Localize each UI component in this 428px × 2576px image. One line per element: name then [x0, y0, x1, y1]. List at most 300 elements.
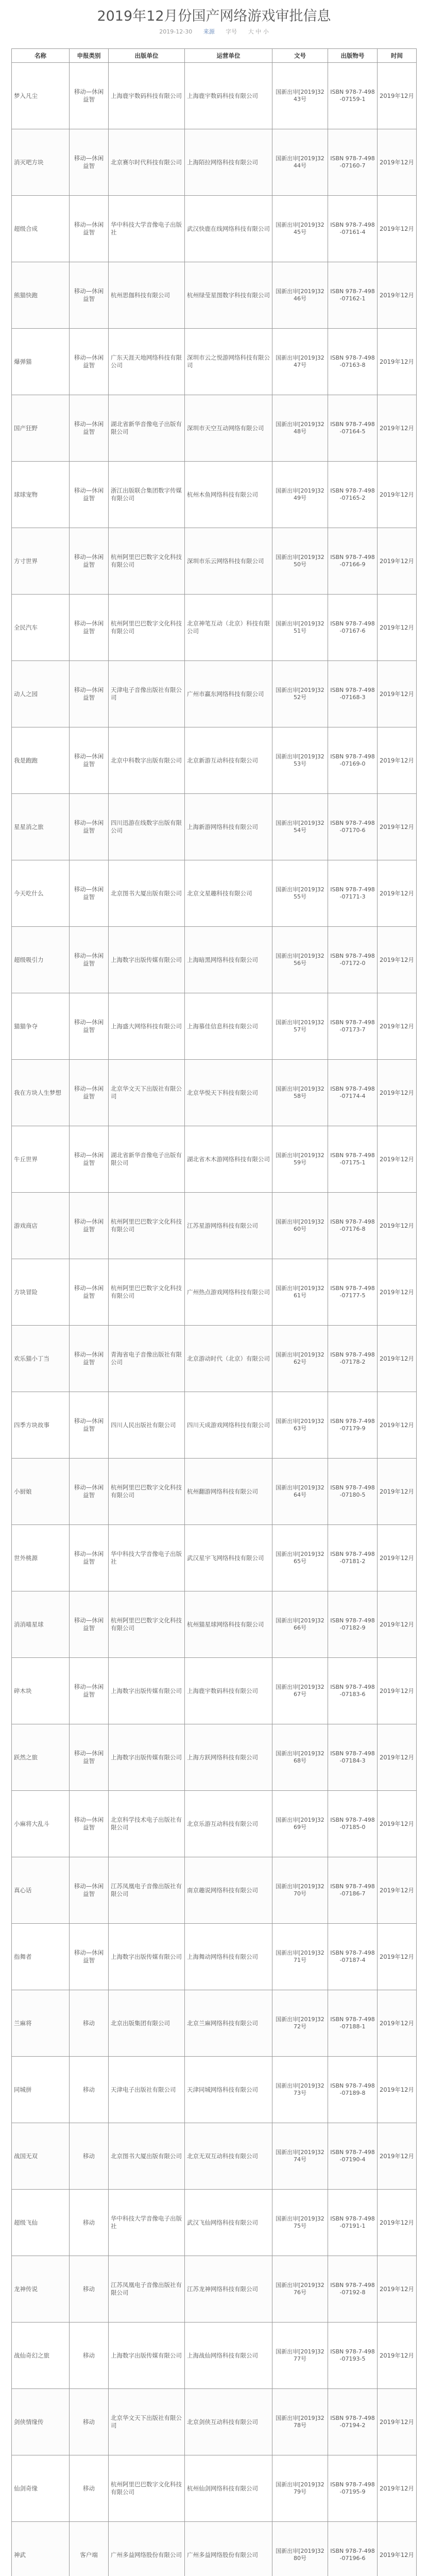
cell-isbn: ISBN 978-7-498-07193-5	[328, 2323, 378, 2389]
cell-game-name: 欢乐猫小丁当	[12, 1326, 70, 1392]
cell-approval-time: 2019年12月	[378, 1591, 417, 1658]
cell-isbn: ISBN 978-7-498-07178-2	[328, 1326, 378, 1392]
column-header-category: 申报类别	[70, 49, 109, 63]
cell-approval-time: 2019年12月	[378, 196, 417, 262]
cell-operator: 深圳市云之悦游网络科技有限公司	[185, 329, 272, 395]
cell-game-name: 真心话	[12, 1857, 70, 1924]
cell-game-name: 跃然之旅	[12, 1724, 70, 1791]
cell-doc-number: 国新出审[2019]3247号	[272, 329, 328, 395]
cell-isbn: ISBN 978-7-498-07168-3	[328, 661, 378, 727]
cell-category: 移动—休闲益智	[70, 860, 109, 927]
cell-doc-number: 国新出审[2019]3256号	[272, 927, 328, 993]
cell-game-name: 超级飞仙	[12, 2190, 70, 2256]
cell-doc-number: 国新出审[2019]3245号	[272, 196, 328, 262]
cell-operator: 江苏龙神网络科技有限公司	[185, 2256, 272, 2323]
cell-category: 移动—休闲益智	[70, 661, 109, 727]
table-row	[12, 2389, 417, 2455]
cell-isbn: ISBN 978-7-498-07196-6	[328, 2522, 378, 2576]
cell-game-name: 熊猫快跑	[12, 262, 70, 329]
cell-doc-number: 国新出审[2019]3274号	[272, 2123, 328, 2190]
cell-game-name: 龙神传说	[12, 2256, 70, 2323]
cell-isbn: ISBN 978-7-498-07180-5	[328, 1459, 378, 1525]
table-row	[12, 2123, 417, 2190]
cell-approval-time: 2019年12月	[378, 2256, 417, 2323]
table-row	[12, 595, 417, 661]
table-row	[12, 1990, 417, 2057]
table-row	[12, 794, 417, 860]
cell-publisher: 浙江出版联合集团数字传媒有限公司	[109, 462, 185, 528]
table-header	[12, 49, 417, 63]
cell-approval-time: 2019年12月	[378, 1060, 417, 1126]
cell-game-name: 动人之园	[12, 661, 70, 727]
table-row	[12, 860, 417, 927]
cell-operator: 深圳市乐云网络科技有限公司	[185, 528, 272, 595]
cell-operator: 杭州仙剑网络科技有限公司	[185, 2455, 272, 2522]
cell-game-name: 消灭吧方块	[12, 129, 70, 196]
cell-approval-time: 2019年12月	[378, 1658, 417, 1724]
cell-isbn: ISBN 978-7-498-07175-1	[328, 1126, 378, 1193]
column-header-publisher: 出版单位	[109, 49, 185, 63]
cell-operator: 四川天成游戏网络科技有限公司	[185, 1392, 272, 1459]
cell-approval-time: 2019年12月	[378, 462, 417, 528]
cell-game-name: 猫猫争夺	[12, 993, 70, 1060]
table-row	[12, 661, 417, 727]
cell-game-name: 方寸世界	[12, 528, 70, 595]
cell-doc-number: 国新出审[2019]3248号	[272, 395, 328, 462]
cell-publisher: 上海鹿宇数码科技有限公司	[109, 63, 185, 129]
cell-publisher: 北京赛尔时代科技有限公司	[109, 129, 185, 196]
cell-doc-number: 国新出审[2019]3254号	[272, 794, 328, 860]
table-row	[12, 2057, 417, 2123]
cell-category: 移动	[70, 2256, 109, 2323]
cell-publisher: 杭州阿里巴巴数字文化科技有限公司	[109, 595, 185, 661]
table-row	[12, 993, 417, 1060]
table-row	[12, 1326, 417, 1392]
cell-game-name: 仙剑奇缘	[12, 2455, 70, 2522]
cell-approval-time: 2019年12月	[378, 1990, 417, 2057]
cell-doc-number: 国新出审[2019]3271号	[272, 1924, 328, 1990]
cell-category: 移动—休闲益智	[70, 727, 109, 794]
cell-doc-number: 国新出审[2019]3265号	[272, 1525, 328, 1591]
cell-publisher: 江苏凤凰电子音像出版社有限公司	[109, 1857, 185, 1924]
cell-publisher: 上海数字出版传媒有限公司	[109, 1924, 185, 1990]
cell-operator: 上海战仙网络科技有限公司	[185, 2323, 272, 2389]
cell-category: 移动—休闲益智	[70, 927, 109, 993]
cell-publisher: 北京出版集团有限公司	[109, 1990, 185, 2057]
cell-approval-time: 2019年12月	[378, 1326, 417, 1392]
cell-isbn: ISBN 978-7-498-07161-4	[328, 196, 378, 262]
cell-isbn: ISBN 978-7-498-07166-9	[328, 528, 378, 595]
cell-approval-time: 2019年12月	[378, 993, 417, 1060]
cell-category: 移动	[70, 2123, 109, 2190]
table-row	[12, 196, 417, 262]
cell-approval-time: 2019年12月	[378, 2522, 417, 2576]
cell-game-name: 超级合成	[12, 196, 70, 262]
cell-category: 移动—休闲益智	[70, 595, 109, 661]
cell-category: 移动—休闲益智	[70, 462, 109, 528]
cell-approval-time: 2019年12月	[378, 2123, 417, 2190]
cell-isbn: ISBN 978-7-498-07171-3	[328, 860, 378, 927]
cell-game-name: 剑侠情缘传	[12, 2389, 70, 2455]
source-label: 来源	[203, 28, 215, 35]
cell-approval-time: 2019年12月	[378, 1193, 417, 1259]
cell-approval-time: 2019年12月	[378, 1924, 417, 1990]
cell-isbn: ISBN 978-7-498-07163-8	[328, 329, 378, 395]
cell-game-name: 我在方块人生梦想	[12, 1060, 70, 1126]
cell-operator: 湖北省木木游网络科技有限公司	[185, 1126, 272, 1193]
cell-isbn: ISBN 978-7-498-07185-0	[328, 1791, 378, 1857]
table-row	[12, 528, 417, 595]
cell-isbn: ISBN 978-7-498-07162-1	[328, 262, 378, 329]
cell-category: 移动	[70, 1990, 109, 2057]
cell-operator: 北京华悦天下科技有限公司	[185, 1060, 272, 1126]
cell-isbn: ISBN 978-7-498-07165-2	[328, 462, 378, 528]
cell-operator: 上海舞动网络科技有限公司	[185, 1924, 272, 1990]
cell-publisher: 北京华文天下出版社有限公司	[109, 1060, 185, 1126]
cell-category: 移动	[70, 2389, 109, 2455]
column-header-operator: 运营单位	[185, 49, 272, 63]
cell-category: 移动	[70, 2057, 109, 2123]
cell-doc-number: 国新出审[2019]3266号	[272, 1591, 328, 1658]
table-row	[12, 2455, 417, 2522]
cell-publisher: 广州多益网络股份有限公司	[109, 2522, 185, 2576]
cell-isbn: ISBN 978-7-498-07191-1	[328, 2190, 378, 2256]
cell-publisher: 青海省电子音像出版社有限公司	[109, 1326, 185, 1392]
cell-game-name: 星星消之旅	[12, 794, 70, 860]
cell-approval-time: 2019年12月	[378, 661, 417, 727]
cell-approval-time: 2019年12月	[378, 1126, 417, 1193]
cell-publisher: 四川人民出版社有限公司	[109, 1392, 185, 1459]
cell-category: 移动—休闲益智	[70, 794, 109, 860]
cell-category: 移动	[70, 2323, 109, 2389]
font-size-options[interactable]: 大 中 小	[248, 28, 269, 35]
cell-isbn: ISBN 978-7-498-07167-6	[328, 595, 378, 661]
table-row	[12, 1791, 417, 1857]
cell-game-name: 碎木块	[12, 1658, 70, 1724]
cell-doc-number: 国新出审[2019]3259号	[272, 1126, 328, 1193]
cell-category: 移动—休闲益智	[70, 993, 109, 1060]
cell-operator: 江苏星游网络科技有限公司	[185, 1193, 272, 1259]
cell-approval-time: 2019年12月	[378, 2323, 417, 2389]
cell-operator: 北京神笔互动（北京）科技有限公司	[185, 595, 272, 661]
cell-approval-time: 2019年12月	[378, 1857, 417, 1924]
cell-approval-time: 2019年12月	[378, 2389, 417, 2455]
cell-operator: 广州多益网络股份有限公司	[185, 2522, 272, 2576]
cell-doc-number: 国新出审[2019]3250号	[272, 528, 328, 595]
cell-doc-number: 国新出审[2019]3252号	[272, 661, 328, 727]
cell-game-name: 爆弹猫	[12, 329, 70, 395]
cell-approval-time: 2019年12月	[378, 1724, 417, 1791]
cell-approval-time: 2019年12月	[378, 860, 417, 927]
cell-approval-time: 2019年12月	[378, 595, 417, 661]
cell-category: 移动—休闲益智	[70, 1525, 109, 1591]
table-row	[12, 262, 417, 329]
cell-category: 客户端	[70, 2522, 109, 2576]
cell-game-name: 指舞者	[12, 1924, 70, 1990]
cell-operator: 上海陌拉网络科技有限公司	[185, 129, 272, 196]
cell-doc-number: 国新出审[2019]3244号	[272, 129, 328, 196]
cell-category: 移动—休闲益智	[70, 1658, 109, 1724]
cell-game-name: 方块冒险	[12, 1259, 70, 1326]
cell-approval-time: 2019年12月	[378, 1791, 417, 1857]
cell-doc-number: 国新出审[2019]3243号	[272, 63, 328, 129]
cell-category: 移动—休闲益智	[70, 1392, 109, 1459]
cell-game-name: 战国无双	[12, 2123, 70, 2190]
cell-publisher: 江苏凤凰电子音像出版社有限公司	[109, 2256, 185, 2323]
cell-publisher: 广东天涯天地网络科技有限公司	[109, 329, 185, 395]
cell-approval-time: 2019年12月	[378, 927, 417, 993]
cell-publisher: 北京中科数字出版有限公司	[109, 727, 185, 794]
table-row	[12, 1724, 417, 1791]
cell-doc-number: 国新出审[2019]3276号	[272, 2256, 328, 2323]
cell-isbn: ISBN 978-7-498-07170-6	[328, 794, 378, 860]
cell-category: 移动—休闲益智	[70, 1326, 109, 1392]
cell-operator: 上海新游网络科技有限公司	[185, 794, 272, 860]
cell-operator: 上海暗黑网络科技有限公司	[185, 927, 272, 993]
table-row	[12, 462, 417, 528]
cell-approval-time: 2019年12月	[378, 2190, 417, 2256]
column-header-name: 名称	[12, 49, 70, 63]
table-row	[12, 329, 417, 395]
cell-game-name: 小厨娘	[12, 1459, 70, 1525]
cell-operator: 杭州木鱼网络科技有限公司	[185, 462, 272, 528]
cell-approval-time: 2019年12月	[378, 1525, 417, 1591]
cell-category: 移动	[70, 2190, 109, 2256]
table-row	[12, 1924, 417, 1990]
cell-doc-number: 国新出审[2019]3262号	[272, 1326, 328, 1392]
cell-publisher: 北京科学技术电子出版社有限公司	[109, 1791, 185, 1857]
cell-doc-number: 国新出审[2019]3269号	[272, 1791, 328, 1857]
cell-publisher: 华中科技大学音像电子出版社	[109, 196, 185, 262]
cell-publisher: 天津电子音像出版社有限公司	[109, 661, 185, 727]
cell-category: 移动—休闲益智	[70, 1791, 109, 1857]
cell-isbn: ISBN 978-7-498-07174-4	[328, 1060, 378, 1126]
cell-doc-number: 国新出审[2019]3263号	[272, 1392, 328, 1459]
approval-table	[11, 48, 417, 2576]
cell-operator: 北京乐游互动科技有限公司	[185, 1791, 272, 1857]
cell-operator: 北京游动时代（北京）有限公司	[185, 1326, 272, 1392]
cell-publisher: 华中科技大学音像电子出版社	[109, 1525, 185, 1591]
cell-category: 移动—休闲益智	[70, 63, 109, 129]
cell-isbn: ISBN 978-7-498-07181-2	[328, 1525, 378, 1591]
article-meta	[11, 27, 417, 37]
cell-approval-time: 2019年12月	[378, 2455, 417, 2522]
cell-game-name: 我是跑跑	[12, 727, 70, 794]
cell-category: 移动—休闲益智	[70, 262, 109, 329]
cell-publisher: 杭州阿里巴巴数字文化科技有限公司	[109, 1459, 185, 1525]
cell-publisher: 上海盛大网络科技有限公司	[109, 993, 185, 1060]
cell-doc-number: 国新出审[2019]3267号	[272, 1658, 328, 1724]
cell-doc-number: 国新出审[2019]3261号	[272, 1259, 328, 1326]
cell-operator: 南京趣说网络科技有限公司	[185, 1857, 272, 1924]
publish-date: 2019-12-30	[159, 28, 193, 35]
cell-game-name: 游戏商店	[12, 1193, 70, 1259]
cell-approval-time: 2019年12月	[378, 395, 417, 462]
cell-publisher: 杭州阿里巴巴数字文化科技有限公司	[109, 1259, 185, 1326]
cell-doc-number: 国新出审[2019]3273号	[272, 2057, 328, 2123]
table-row	[12, 2256, 417, 2323]
column-header-time: 时间	[378, 49, 417, 63]
cell-doc-number: 国新出审[2019]3258号	[272, 1060, 328, 1126]
cell-publisher: 湖北省新华音像电子出版有限公司	[109, 395, 185, 462]
cell-game-name: 消消喵星球	[12, 1591, 70, 1658]
cell-approval-time: 2019年12月	[378, 1392, 417, 1459]
cell-isbn: ISBN 978-7-498-07182-9	[328, 1591, 378, 1658]
cell-operator: 上海慕佳信息科技有限公司	[185, 993, 272, 1060]
table-row	[12, 1193, 417, 1259]
cell-publisher: 上海数字出版传媒有限公司	[109, 1724, 185, 1791]
cell-isbn: ISBN 978-7-498-07173-7	[328, 993, 378, 1060]
cell-approval-time: 2019年12月	[378, 262, 417, 329]
cell-game-name: 球球宠物	[12, 462, 70, 528]
cell-doc-number: 国新出审[2019]3249号	[272, 462, 328, 528]
cell-approval-time: 2019年12月	[378, 329, 417, 395]
cell-doc-number: 国新出审[2019]3246号	[272, 262, 328, 329]
cell-doc-number: 国新出审[2019]3253号	[272, 727, 328, 794]
cell-category: 移动—休闲益智	[70, 395, 109, 462]
table-row	[12, 927, 417, 993]
cell-operator: 上海方跃网络科技有限公司	[185, 1724, 272, 1791]
table-row	[12, 1259, 417, 1326]
cell-isbn: ISBN 978-7-498-07188-1	[328, 1990, 378, 2057]
cell-isbn: ISBN 978-7-498-07169-0	[328, 727, 378, 794]
cell-publisher: 四川迅游在线数字出版有限公司	[109, 794, 185, 860]
cell-approval-time: 2019年12月	[378, 727, 417, 794]
cell-publisher: 杭州思伽科技有限公司	[109, 262, 185, 329]
column-header-doc-number: 文号	[272, 49, 328, 63]
cell-isbn: ISBN 978-7-498-07187-4	[328, 1924, 378, 1990]
cell-doc-number: 国新出审[2019]3277号	[272, 2323, 328, 2389]
page-title: 2019年12月份国产网络游戏审批信息	[97, 8, 331, 24]
cell-operator: 武汉飞仙网络科技有限公司	[185, 2190, 272, 2256]
cell-doc-number: 国新出审[2019]3255号	[272, 860, 328, 927]
cell-approval-time: 2019年12月	[378, 528, 417, 595]
table-row	[12, 1459, 417, 1525]
cell-category: 移动—休闲益智	[70, 1724, 109, 1791]
cell-publisher: 上海数字出版传媒有限公司	[109, 2323, 185, 2389]
cell-operator: 天津同城网络科技有限公司	[185, 2057, 272, 2123]
cell-publisher: 上海数字出版传媒有限公司	[109, 1658, 185, 1724]
cell-isbn: ISBN 978-7-498-07190-4	[328, 2123, 378, 2190]
cell-isbn: ISBN 978-7-498-07179-9	[328, 1392, 378, 1459]
cell-game-name: 同城拼	[12, 2057, 70, 2123]
cell-game-name: 国产狂野	[12, 395, 70, 462]
cell-category: 移动—休闲益智	[70, 1126, 109, 1193]
table-row	[12, 2323, 417, 2389]
cell-operator: 上海鹿宇数码科技有限公司	[185, 1658, 272, 1724]
table-row	[12, 2190, 417, 2256]
cell-game-name: 今天吃什么	[12, 860, 70, 927]
table-row	[12, 1591, 417, 1658]
cell-isbn: ISBN 978-7-498-07189-8	[328, 2057, 378, 2123]
cell-approval-time: 2019年12月	[378, 1259, 417, 1326]
cell-publisher: 北京图书大厦出版有限公司	[109, 860, 185, 927]
cell-isbn: ISBN 978-7-498-07194-2	[328, 2389, 378, 2455]
cell-operator: 北京文星趣科技有限公司	[185, 860, 272, 927]
table-row	[12, 1857, 417, 1924]
cell-operator: 武汉星宇飞网络科技有限公司	[185, 1525, 272, 1591]
cell-isbn: ISBN 978-7-498-07192-8	[328, 2256, 378, 2323]
table-row	[12, 1392, 417, 1459]
cell-operator: 杭州绿莹星图数字科技有限公司	[185, 262, 272, 329]
cell-category: 移动—休闲益智	[70, 1924, 109, 1990]
cell-operator: 广州市赢东网络科技有限公司	[185, 661, 272, 727]
cell-category: 移动—休闲益智	[70, 528, 109, 595]
cell-doc-number: 国新出审[2019]3275号	[272, 2190, 328, 2256]
cell-category: 移动	[70, 2455, 109, 2522]
cell-category: 移动—休闲益智	[70, 1193, 109, 1259]
cell-game-name: 超级吸引力	[12, 927, 70, 993]
table-body	[12, 63, 417, 2576]
cell-game-name: 牛丘世界	[12, 1126, 70, 1193]
cell-category: 移动—休闲益智	[70, 129, 109, 196]
cell-doc-number: 国新出审[2019]3278号	[272, 2389, 328, 2455]
cell-game-name: 兰麻将	[12, 1990, 70, 2057]
cell-isbn: ISBN 978-7-498-07195-9	[328, 2455, 378, 2522]
column-header-isbn: 出版物号	[328, 49, 378, 63]
table-row	[12, 1126, 417, 1193]
cell-game-name: 全民汽车	[12, 595, 70, 661]
cell-operator: 北京剑侠互动科技有限公司	[185, 2389, 272, 2455]
cell-category: 移动—休闲益智	[70, 196, 109, 262]
cell-approval-time: 2019年12月	[378, 2057, 417, 2123]
cell-category: 移动—休闲益智	[70, 1060, 109, 1126]
table-row	[12, 1658, 417, 1724]
cell-approval-time: 2019年12月	[378, 63, 417, 129]
table-row	[12, 395, 417, 462]
cell-game-name: 神武	[12, 2522, 70, 2576]
cell-publisher: 北京华文天下出版社有限公司	[109, 2389, 185, 2455]
cell-isbn: ISBN 978-7-498-07160-7	[328, 129, 378, 196]
cell-publisher: 天津电子出版社有限公司	[109, 2057, 185, 2123]
cell-operator: 武汉快鹿在线网络科技有限公司	[185, 196, 272, 262]
cell-operator: 深圳市天空互动网络有限公司	[185, 395, 272, 462]
cell-doc-number: 国新出审[2019]3272号	[272, 1990, 328, 2057]
cell-operator: 北京无双互动科技有限公司	[185, 2123, 272, 2190]
cell-isbn: ISBN 978-7-498-07172-0	[328, 927, 378, 993]
cell-publisher: 杭州阿里巴巴数字文化科技有限公司	[109, 2455, 185, 2522]
cell-operator: 杭州猫星球网络科技有限公司	[185, 1591, 272, 1658]
table-row	[12, 1060, 417, 1126]
cell-publisher: 杭州阿里巴巴数字文化科技有限公司	[109, 528, 185, 595]
cell-operator: 广州热点游戏网络科技有限公司	[185, 1259, 272, 1326]
cell-operator: 杭州翻游网络科技有限公司	[185, 1459, 272, 1525]
cell-doc-number: 国新出审[2019]3268号	[272, 1724, 328, 1791]
table-row	[12, 727, 417, 794]
cell-game-name: 战仙奇幻之旅	[12, 2323, 70, 2389]
cell-publisher: 上海数字出版传媒有限公司	[109, 927, 185, 993]
cell-game-name: 四季方块故事	[12, 1392, 70, 1459]
cell-game-name: 小麻将大乱斗	[12, 1791, 70, 1857]
cell-operator: 上海鹿宇数码科技有限公司	[185, 63, 272, 129]
cell-category: 移动—休闲益智	[70, 1259, 109, 1326]
cell-isbn: ISBN 978-7-498-07159-1	[328, 63, 378, 129]
table-row	[12, 63, 417, 129]
cell-approval-time: 2019年12月	[378, 129, 417, 196]
cell-isbn: ISBN 978-7-498-07177-5	[328, 1259, 378, 1326]
table-row	[12, 2522, 417, 2576]
cell-category: 移动—休闲益智	[70, 329, 109, 395]
cell-category: 移动—休闲益智	[70, 1459, 109, 1525]
cell-game-name: 梦入凡尘	[12, 63, 70, 129]
cell-doc-number: 国新出审[2019]3280号	[272, 2522, 328, 2576]
cell-approval-time: 2019年12月	[378, 1459, 417, 1525]
table-row	[12, 1525, 417, 1591]
cell-isbn: ISBN 978-7-498-07164-5	[328, 395, 378, 462]
cell-doc-number: 国新出审[2019]3260号	[272, 1193, 328, 1259]
cell-operator: 北京新游互动科技有限公司	[185, 727, 272, 794]
cell-doc-number: 国新出审[2019]3270号	[272, 1857, 328, 1924]
